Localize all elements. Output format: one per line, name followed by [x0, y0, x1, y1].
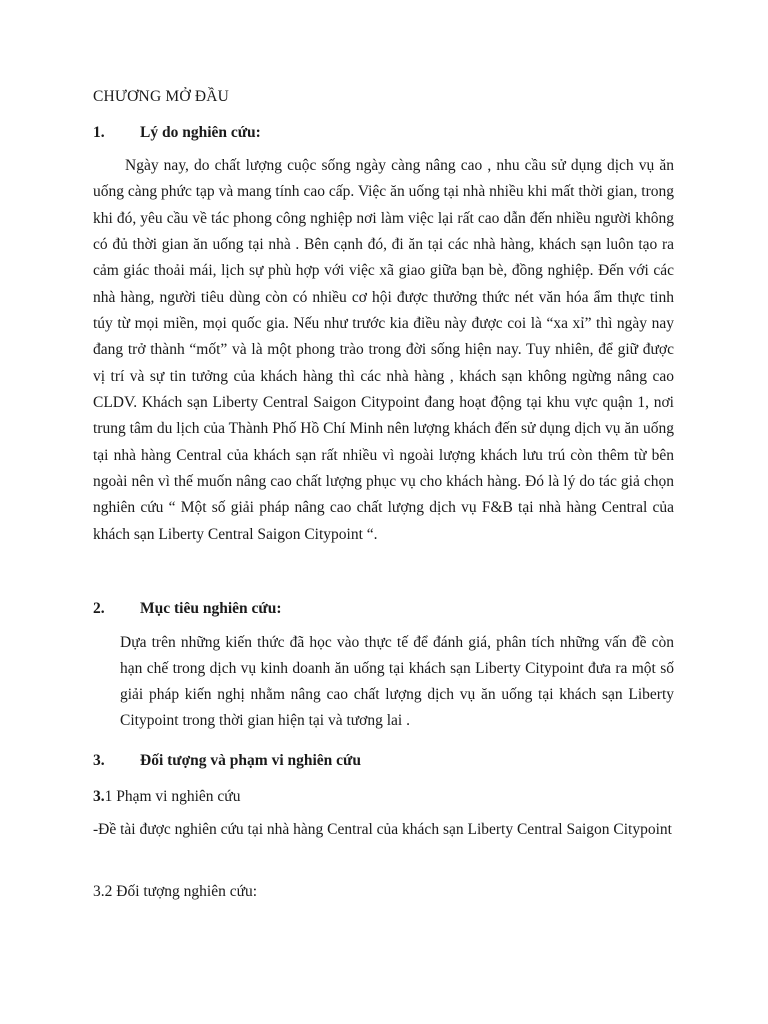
- section-2-heading: [93, 600, 281, 618]
- section-1-number: 1.: [93, 124, 105, 141]
- section-2-body: Dựa trên những kiến thức đã học vào thực tế để đánh giá, phân tích những vấn đề còn hạn chế trong dịch vụ kinh doanh ăn uống tại khách sạn Liberty Citypoint đưa ra một số giải pháp kiến nghị nhằm nâng cao chất lượng dịch vụ ăn uống tại khách sạn Liberty Citypoint trong thời gian hiện tại và tương lai .: [120, 634, 674, 729]
- section-1-heading: [93, 124, 261, 142]
- section-3-title: Đối tượng và phạm vi nghiên cứu: [140, 752, 361, 769]
- subsection-3-1-title: 1 Phạm vi nghiên cứu: [104, 788, 241, 805]
- section-1-title: Lý do nghiên cứu:: [140, 124, 261, 141]
- subsection-3-1-prefix: 3.: [93, 788, 105, 805]
- section-2-number: 2.: [93, 600, 105, 617]
- subsection-3-2-heading: 3.2 Đối tượng nghiên cứu:: [93, 883, 258, 900]
- section-3-number: 3.: [93, 752, 105, 769]
- section-1-body: Ngày nay, do chất lượng cuộc sống ngày càng nâng cao , nhu cầu sử dụng dịch vụ ăn uống càng phức tạp và mang tính cao cấp. Việc ăn uống tại nhà nhiều khi mất thời gian, trong khi đó, yêu cầu về tác phong công nghiệp nơi làm việc lại rất cao dẫn đến nhiều người không có đủ thời gian ăn uống tại nhà . Bên cạnh đó, đi ăn tại các nhà hàng, khách sạn luôn tạo ra cảm giác thoải mái, lịch sự phù hợp với việc xã giao giữa bạn bè, đồng nghiệp. Đến với các nhà hàng, người tiêu dùng còn có nhiều cơ hội được thưởng thức nét văn hóa ẩm thực tinh túy từ mọi miền, mọi quốc gia. Nếu như trước kia điều này được coi là “xa xỉ” thì ngày nay đang trở thành “mốt” và là một phong trào trong đời sống hiện nay. Tuy nhiên, để giữ được vị trí và sự tin tưởng của khách hàng thì các nhà hàng , khách sạn không ngừng nâng cao CLDV. Khách sạn Liberty Central Saigon Citypoint đang hoạt động tại khu vực quận 1, nơi trung tâm du lịch của Thành Phố Hồ Chí Minh nên lượng khách đến sử dụng dịch vụ ăn uống tại nhà hàng Central của khách sạn rất nhiều vì ngoài lượng khách lưu trú còn thêm từ bên ngoài nên vì thế muốn nâng cao chất lượng phục vụ cho khách hàng. Đó là lý do tác giả chọn nghiên cứu “ Một số giải pháp nâng cao chất lượng dịch vụ F&B tại nhà hàng Central của khách sạn Liberty Central Saigon Citypoint “.: [93, 157, 674, 543]
- section-3-heading: [93, 752, 361, 770]
- scope-text: -Đề tài được nghiên cứu tại nhà hàng Central của khách sạn Liberty Central Saigon Citypoint: [93, 821, 672, 838]
- chapter-title: CHƯƠNG MỞ ĐẦU: [93, 88, 230, 105]
- section-2-title: Mục tiêu nghiên cứu:: [140, 600, 282, 617]
- subsection-3-1-heading: [93, 788, 240, 806]
